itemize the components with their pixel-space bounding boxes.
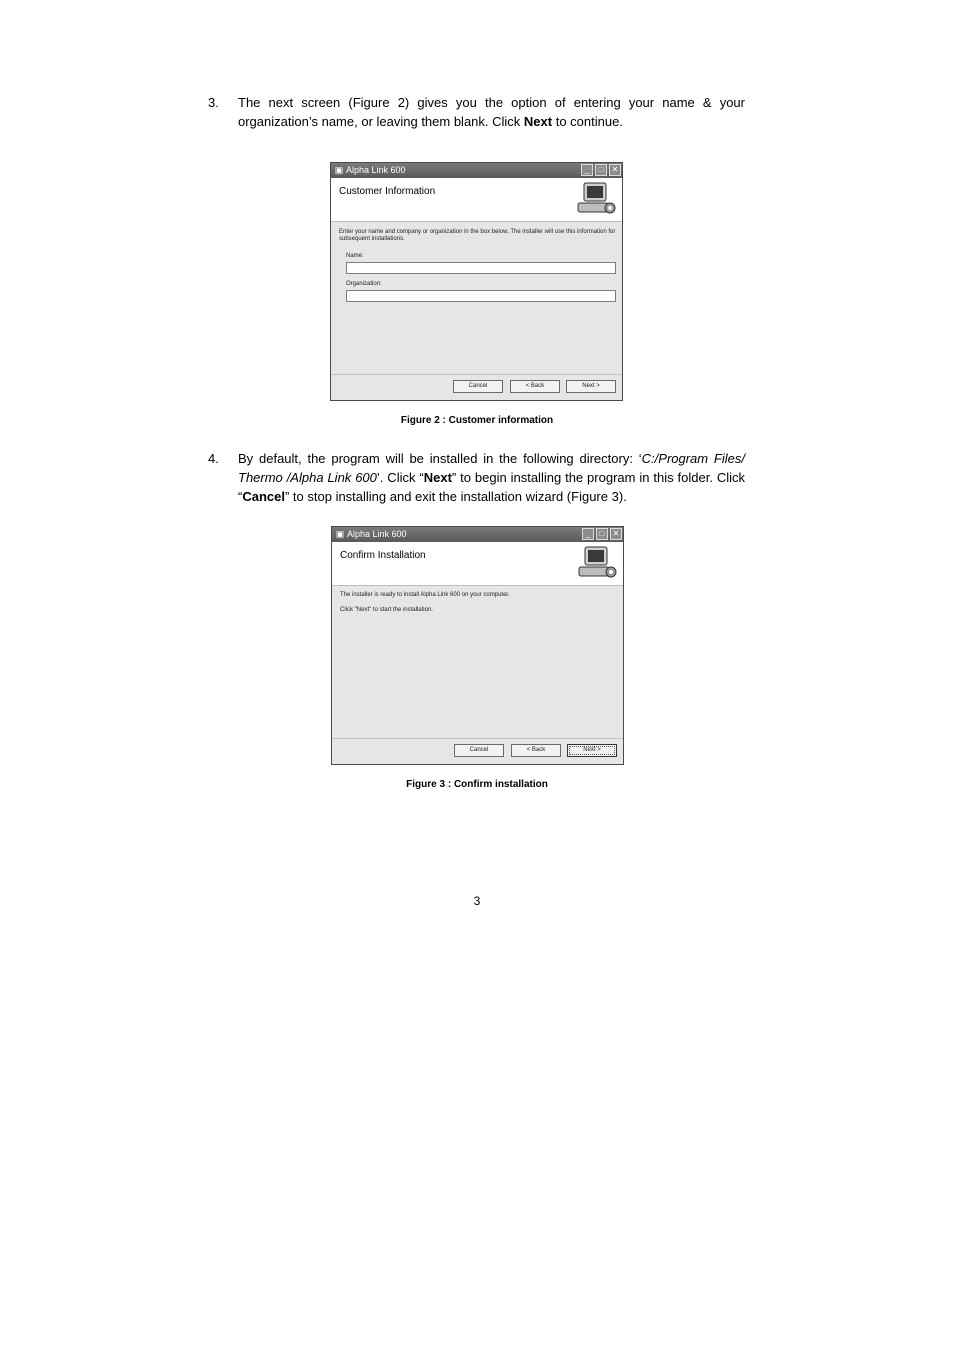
organization-field[interactable] — [346, 290, 616, 302]
step-text-part: ” to begin installing the program in this folder. Click “ — [238, 470, 746, 504]
computer-setup-icon — [574, 181, 618, 217]
close-icon[interactable]: ✕ — [610, 528, 622, 540]
footer-divider — [331, 374, 622, 375]
header-title: Confirm Installation — [340, 550, 426, 561]
step-text-part: to continue. — [552, 114, 623, 129]
confirm-installation-window — [331, 526, 624, 765]
minimize-icon[interactable]: _ — [581, 164, 593, 176]
install-directory-path: C:/Program Files/ Thermo /Alpha Link 600 — [238, 451, 745, 485]
step-text-part: The next screen (Figure 2) gives you the option of entering your name & your organization’s name, or leaving them blank. Click — [238, 95, 745, 129]
figure-2-caption: Figure 2 : Customer information — [400, 415, 554, 426]
step-3 — [208, 93, 745, 133]
wizard-header — [332, 542, 623, 586]
window-title: Alpha Link 600 — [347, 529, 407, 539]
step-text-part: ” to stop installing and exit the installation wizard (Figure 3). — [284, 489, 627, 504]
back-button[interactable]: < Back — [511, 744, 561, 757]
next-button[interactable]: Next > — [566, 380, 616, 393]
header-title: Customer Information — [339, 186, 436, 197]
step-number: 3. — [208, 95, 219, 110]
step-4 — [208, 449, 745, 509]
page-number: 3 — [473, 894, 481, 908]
close-icon[interactable]: ✕ — [609, 164, 621, 176]
cancel-button[interactable]: Cancel — [454, 744, 504, 757]
title-bar — [332, 527, 623, 542]
organization-label: Organization: — [346, 281, 382, 287]
cancel-button[interactable]: Cancel — [453, 380, 503, 393]
back-button[interactable]: < Back — [510, 380, 560, 393]
figure-3-caption: Figure 3 : Confirm installation — [406, 779, 548, 790]
name-field[interactable] — [346, 262, 616, 274]
installer-app-icon: ▣ — [334, 165, 344, 175]
next-button[interactable]: Next > — [567, 744, 617, 757]
customer-information-window — [330, 162, 623, 401]
next-hint-text: Click "Next" to start the installation. — [340, 607, 433, 613]
step-text — [238, 93, 745, 131]
computer-setup-icon — [575, 545, 619, 581]
step-number: 4. — [208, 451, 219, 466]
step-text — [238, 449, 745, 506]
footer-divider — [332, 738, 623, 739]
installer-app-icon: ▣ — [335, 529, 345, 539]
name-label: Name: — [346, 253, 364, 259]
step-text-bold: Next — [423, 470, 452, 485]
ready-text: The installer is ready to install Alpha Link 600 on your computer. — [340, 592, 510, 598]
maximize-icon[interactable]: □ — [596, 528, 608, 540]
step-text-bold: Next — [523, 114, 553, 129]
instructions-text: Enter your name and company or organization in the box below. The installer will use this information for subsequent installations. — [339, 229, 616, 242]
wizard-header — [331, 178, 622, 222]
minimize-icon[interactable]: _ — [582, 528, 594, 540]
title-bar — [331, 163, 622, 178]
step-text-part: ’. Click “ — [376, 470, 424, 485]
step-text-bold: Cancel — [242, 489, 285, 504]
step-text-part: By default, the program will be installed in the following directory: ‘ — [238, 451, 642, 466]
window-title: Alpha Link 600 — [346, 165, 406, 175]
maximize-icon[interactable]: □ — [595, 164, 607, 176]
